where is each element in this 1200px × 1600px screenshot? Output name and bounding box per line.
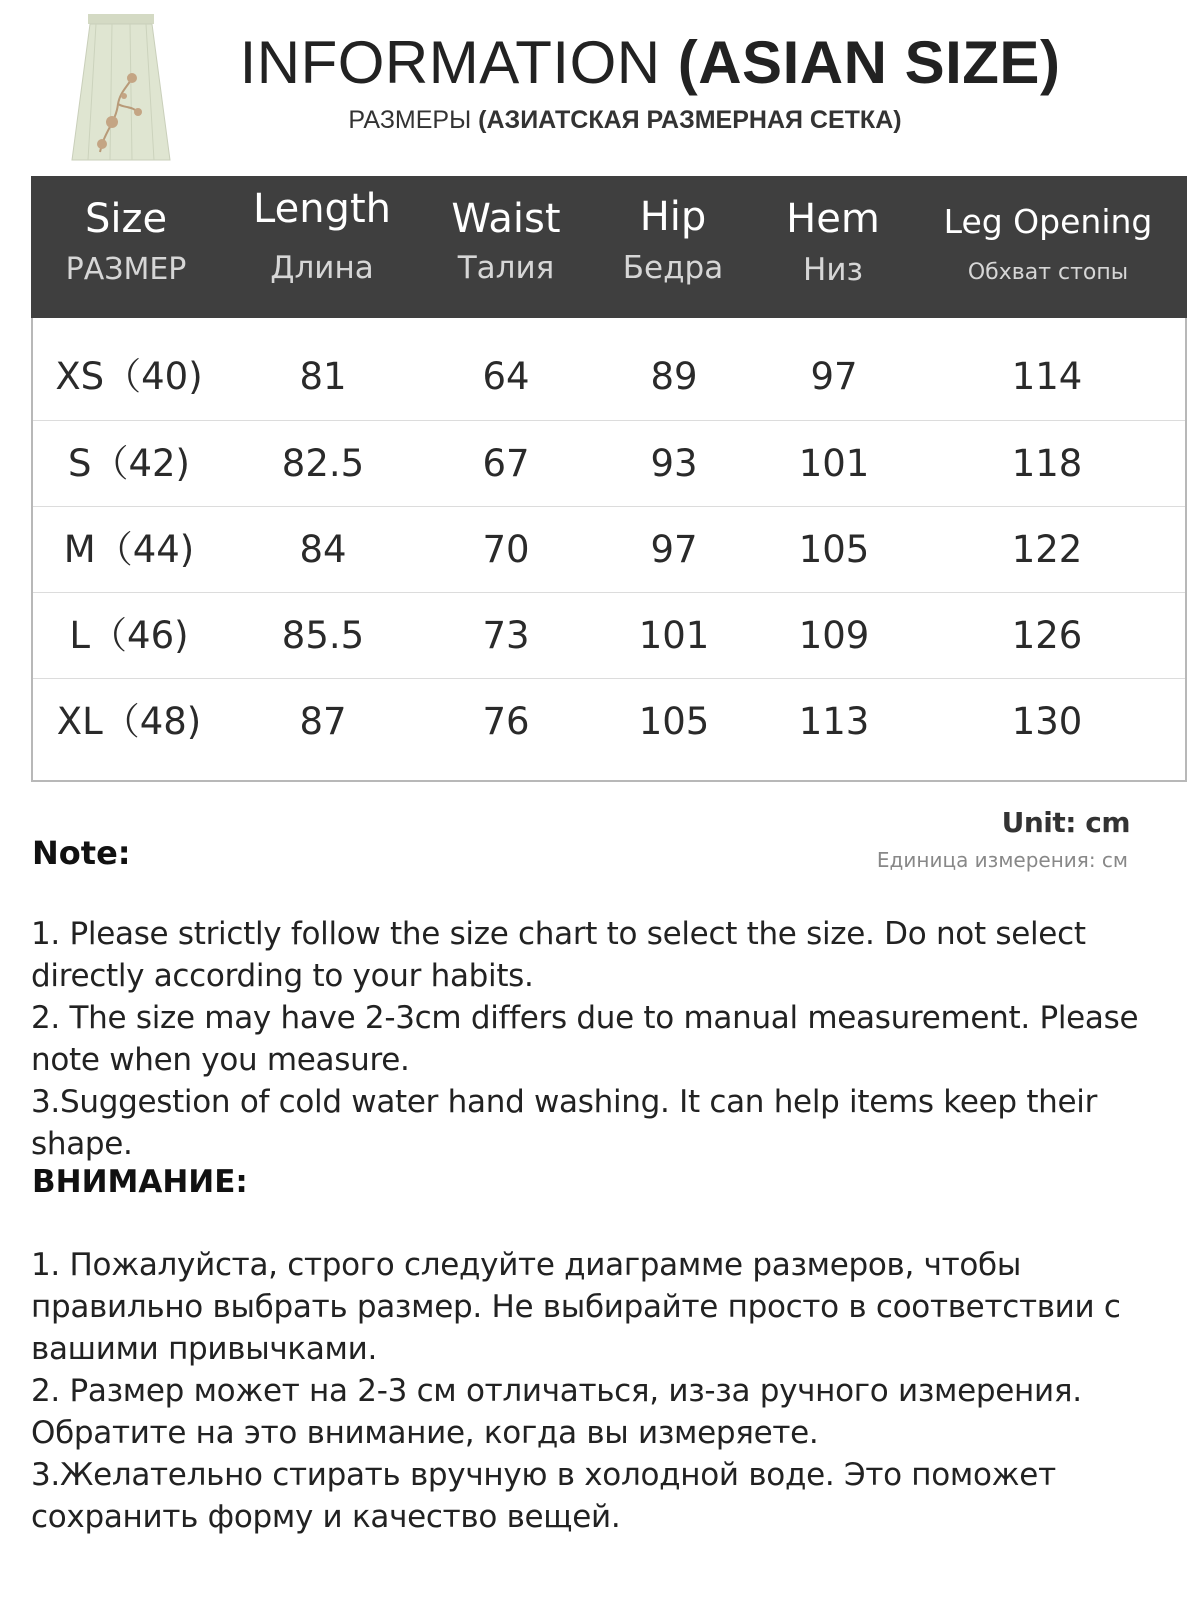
cell-length: 84 [299,528,347,571]
col-header-hem: Hem Низ [786,196,880,288]
note-item: 1. Пожалуйста, строго следуйте диаграмме размеров, чтобы правильно выбрать размер. Не выбирайте просто в соответствии с вашими привычками. [31,1247,1121,1367]
cell-length: 87 [299,700,347,743]
note-list [31,913,1171,1165]
cell-leg-opening: 122 [1011,528,1083,571]
cell-leg-opening: 118 [1011,442,1083,485]
col-header-waist: Waist Талия [451,196,561,286]
cell-leg-opening: 130 [1011,700,1083,743]
col-header-length: Length Длина [253,186,391,286]
note-item: 2. The size may have 2-3cm differs due to manual measurement. Please note when you measure. [31,1000,1139,1078]
unit-label-ru: Единица измерения: см [876,848,1128,872]
cell-waist: 73 [482,614,530,657]
cell-hip: 93 [650,442,698,485]
col-header-leg-opening: Leg Opening Обхват стопы [943,202,1153,285]
cell-size: S（42) [67,442,190,485]
cell-length: 81 [299,355,347,398]
cell-length: 82.5 [281,442,365,485]
cell-hip: 89 [650,355,698,398]
cell-hem: 105 [798,528,870,571]
page-subtitle: РАЗМЕРЫ (АЗИАТСКАЯ РАЗМЕРНАЯ СЕТКА) [348,106,902,134]
cell-hip: 101 [638,614,710,657]
cell-size: M（44) [63,528,195,571]
cell-size: XS（40) [55,355,203,398]
col-header-size: Size РАЗМЕР [65,196,187,287]
cell-hip: 105 [638,700,710,743]
cell-waist: 64 [482,355,530,398]
table-row [33,678,1185,765]
cell-hem: 113 [798,700,870,743]
unit-label: Unit: cm [1001,806,1130,839]
note-heading-ru: ВНИМАНИЕ: [32,1164,248,1200]
note-heading: Note: [32,834,131,872]
col-header-hip: Hip Бедра [622,194,724,286]
cell-waist: 76 [482,700,530,743]
note-item: 2. Размер может на 2-3 см отличаться, из-за ручного измерения. Обратите на это внимание, когда вы измеряете. [31,1373,1082,1451]
cell-length: 85.5 [281,614,365,657]
size-chart-table [31,176,1187,782]
table-header [31,176,1187,318]
cell-hem: 101 [798,442,870,485]
cell-leg-opening: 114 [1011,355,1083,398]
note-item: 3.Suggestion of cold water hand washing. It can help items keep their shape. [31,1084,1098,1162]
cell-size: L（46) [69,614,189,657]
table-row [33,420,1185,507]
cell-size: XL（48) [56,700,202,743]
table-row [33,592,1185,679]
cell-hem: 97 [810,355,858,398]
note-item: 1. Please strictly follow the size chart to select the size. Do not select directly according to your habits. [31,916,1086,994]
cell-waist: 70 [482,528,530,571]
cell-hip: 97 [650,528,698,571]
cell-leg-opening: 126 [1011,614,1083,657]
cell-waist: 67 [482,442,530,485]
note-list-ru [31,1244,1171,1538]
cell-hem: 109 [798,614,870,657]
note-item: 3.Желательно стирать вручную в холодной воде. Это поможет сохранить форму и качество вещей. [31,1457,1056,1535]
page-title: INFORMATION (ASIAN SIZE) [239,29,1061,96]
table-row [33,334,1185,420]
table-row [33,506,1185,593]
